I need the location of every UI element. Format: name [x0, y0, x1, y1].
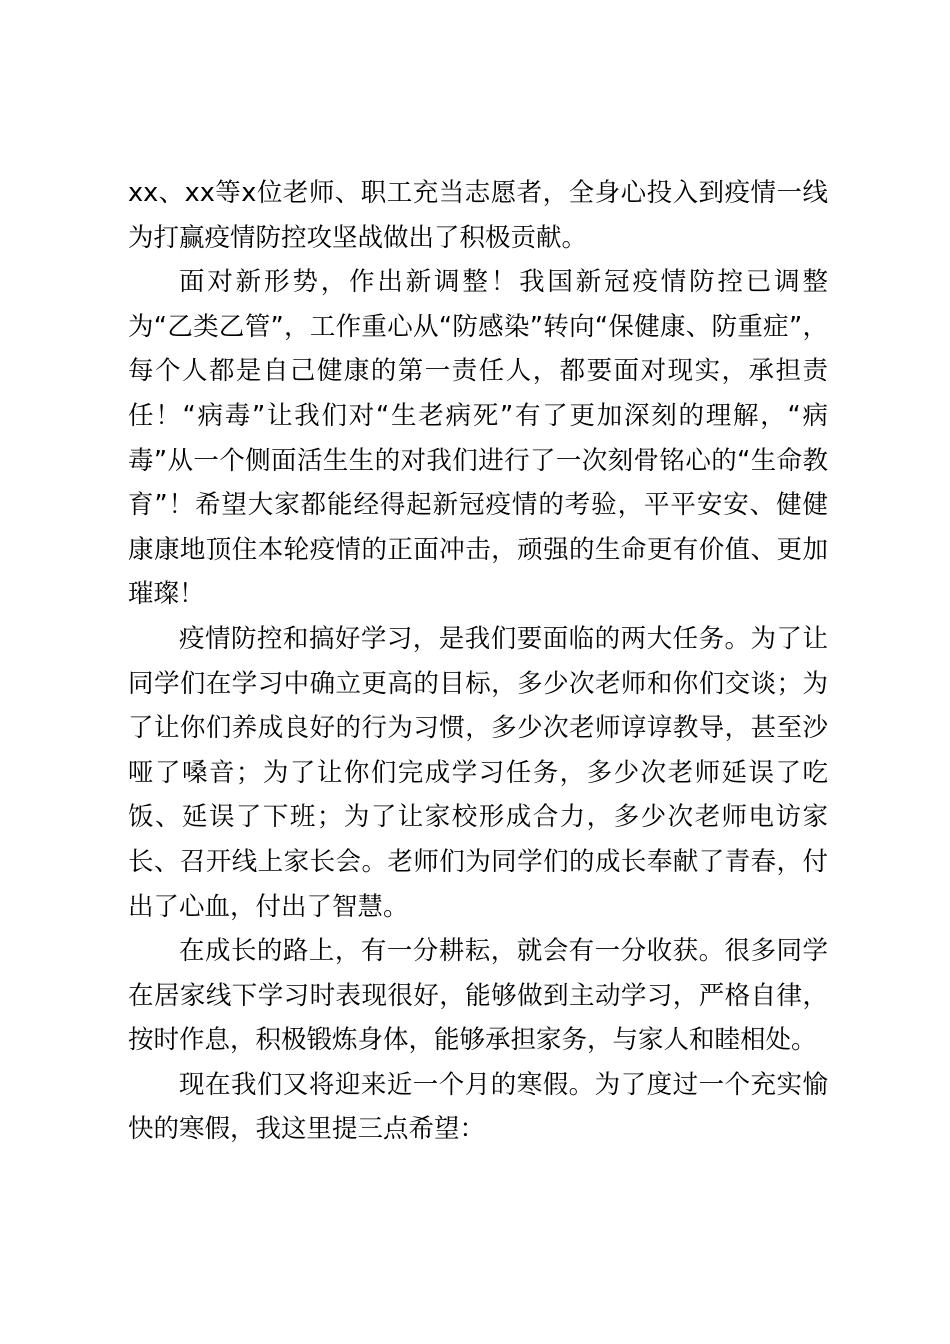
paragraph-5: 现在我们又将迎来近一个月的寒假。为了度过一个充实愉快的寒假，我这里提三点希望：: [128, 1069, 828, 1145]
paragraph-3: 疫情防控和搞好学习，是我们要面临的两大任务。为了让同学们在学习中确立更高的目标，多少次老师和你们交谈；为了让你们养成良好的行为习惯，多少次老师谆谆教导，甚至沙哑了嗓音；为了让你们完成学习任务，多少次老师延误了吃饭、延误了下班；为了让家校形成合力，多少次老师电访家长、召开线上家长会。老师们为同学们的成长奉献了青春，付出了心血，付出了智慧。: [128, 623, 828, 922]
paragraph-2: 面对新形势，作出新调整！我国新冠疫情防控已调整为“乙类乙管”，工作重心从“防感染”转向“保健康、防重症”，每个人都是自己健康的第一责任人，都要面对现实，承担责任！“病毒”让我们对“生老病死”有了更加深刻的理解，“病毒”从一个侧面活生生的对我们进行了一次刻骨铭心的“生命教育”！希望大家都能经得起新冠疫情的考验，平平安安、健健康康地顶住本轮疫情的正面冲击，顽强的生命更有价值、更加璀璨！: [128, 267, 828, 610]
paragraph-1: xx、xx等x位老师、职工充当志愿者，全身心投入到疫情一线为打赢疫情防控攻坚战做出了积极贡献。: [128, 178, 828, 253]
paragraph-4: 在成长的路上，有一分耕耘，就会有一分收获。很多同学在居家线下学习时表现很好，能够做到主动学习，严格自律，按时作息，积极锻炼身体，能够承担家务，与家人和睦相处。: [128, 936, 828, 1056]
document-body: [128, 171, 828, 1152]
